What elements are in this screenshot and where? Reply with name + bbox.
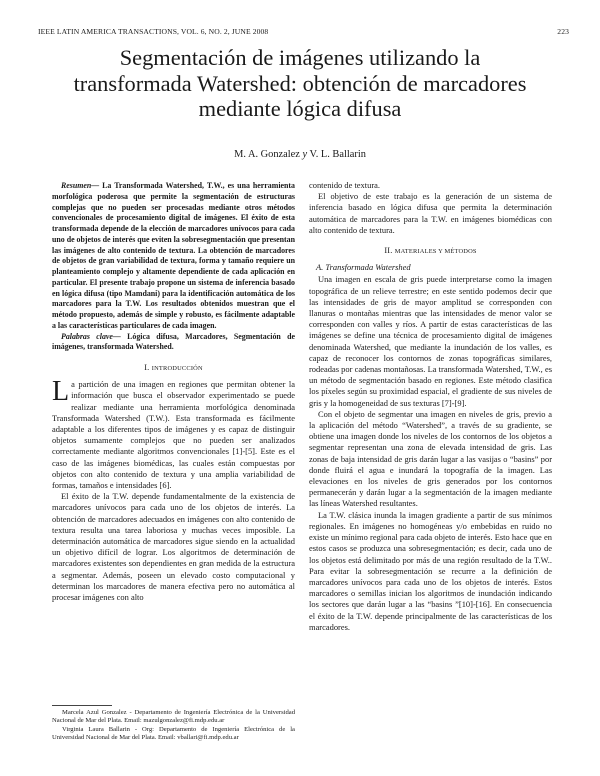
author-1: M. A. Gonzalez [234,149,300,160]
watershed-paragraph-1: Una imagen en escala de gris puede interpretarse como la imagen topográfica de un relieve terrestre; en este sentido podemos decir que las intensidades de gris de mayor amplitud se corresponden con llanuras o montañas mientras que las intensidades de menor valor se corresponden con valles y ríos. A partir de estas características de las imágenes se define una técnica de procesamiento digital de imágenes denominada Watershed, que mediante la inundación de los valles, es capaz de reconocer los contornos de zonas topográficas similares, rodeadas por cadenas montañosas. La transformada Watershed, T.W., es un método de segmentación basado en regiones. Este método clasifica los píxeles según su proximidad espacial, el gradiente de sus niveles de gris y la homogeneidad de sus texturas [7]-[9]. [309,274,552,408]
section-heading-introduction [52,362,295,374]
left-column [52,181,295,603]
watershed-paragraph-2: Con el objeto de segmentar una imagen en niveles de gris, previo a la aplicación del método “Watershed”, a través de su gradiente, se obtiene una imagen donde los niveles de los contornos de los objetos a segmentar representan una zona de elevada intensidad de gris. Las zonas de baja intensidad de gris darán lugar a las vasijas o “basins” por donde fluirá el agua e inundará la topografía de la imagen. Las elevaciones en los niveles de gris generados por los contornos permanecerán y darán lugar a la segmentación de la imagen mediante las líneas Watershed resultantes. [309,408,552,509]
section-title: INTRODUCCIÓN [151,365,203,372]
author-2: V. L. Ballarin [309,149,366,160]
keywords-label: Palabras clave— [61,331,121,341]
page-number: 223 [557,27,569,36]
intro-paragraph-1: La partición de una imagen en regiones que permitan obtener la información que busca el observador experimentado se puede realizar mediante una herramienta morfológica denominada Transformada Watershed (T.W.). Esta transformada es fácilmente adaptable a los diferentes tipos de imágenes y es capaz de distinguir objetos sumamente complejos que no pueden ser analizados correctamente mediante algoritmos convencionales [1]-[5]. Este es el caso de las imágenes biomédicas, las cuales están compuestas por objetos con alto contenido de textura y una amplia variabilidad de formas, tamaños e intensidades [6]. [52,376,295,491]
section-title: MATERIALES Y MÉTODOS [394,248,477,256]
keywords [52,332,295,354]
keywords-text: Lógica difusa, Marcadores, Segmentación de imágenes, transformada Watershed. [52,331,295,352]
intro-paragraph-2: El éxito de la T.W. depende fundamentalmente de la existencia de marcadores unívocos para cada uno de los objetos de interés. La obtención de marcadores adecuados en imágenes con alto contenido de textura resulta una tarea laboriosa y muchas veces imposible. La determinación automática de marcadores sigue siendo en la actualidad un objetivo difícil de lograr. Los algoritmos de determinación de marcadores existentes son dependientes en gran medida de la estructura a segmentar. Además, poseen un elevado costo computacional y determinan los marcadores de manera efectiva pero no automática al procesar imágenes con alto [52,491,295,603]
section-heading-materials [309,245,552,257]
intro-continuation: contenido de textura. [309,180,380,190]
footnote-author-1: Marcela Azul Gonzalez - Departamento de Ingeniería Electrónica de la Universidad Nacional de Mar del Plata. Email: mazulgonzalez@fi.mdp.edu.ar [52,709,295,725]
drop-cap: L [52,376,70,408]
right-column [309,180,552,633]
abstract-label: Resumen— [61,181,100,190]
abstract-text: La Transformada Watershed, T.W., es una herramienta morfológica poderosa que permite la segmentación de estructuras complejas que no pueden ser procesadas mediante otros métodos convencionales de procesamiento digital de imágenes. El éxito de esta transformada depende de la elección de marcadores unívocos para cada uno de objetos de interés que eviten la sobresegmentación que presentan las imágenes de alto contenido de textura. La obtención de marcadores de objetos de gran variabilidad de textura, forma y tamaño requiere un planteamiento complejo y altamente dependiente de cada aplicación en particular. El presente trabajo propone un sistema de inferencia basado en lógica difusa (tipo Mamdani) para la identificación automática de los marcadores para la T.W. Los resultados obtenidos muestran que el método propuesto, además de simple y robusto, es fácilmente adaptable a las características particulares de cada imagen. [52,181,295,330]
watershed-paragraph-3: La T.W. clásica inunda la imagen gradiente a partir de sus mínimos regionales. En imágenes no homogéneas y/o embebidas en ruido no existe un mínimo regional para cada objeto de interés. Esto hace que en estos casos se produzca una sobresegmentación; es decir, cada uno de los objetos está delimitado por más de una región resultado de la T.W.. Para evitar la sobresegmentación se recurre a la definición de marcadores unívocos para cada uno de los objetos de interés. Estos marcadores o semillas inician los algoritmos de inundación indicando los sectores que darán lugar a las “basins ”[10]-[16]. En consecuencia el éxito de la T.W. depende principalmente de las características de los marcadores. [309,509,552,632]
paper-title: Segmentación de imágenes utilizando la transformada Watershed: obtención de marcadores mediante lógica difusa [73,45,527,121]
journal-name: IEEE LATIN AMERICA TRANSACTIONS, VOL. 6, NO. 2, JUNE 2008 [38,27,269,36]
objective-paragraph: El objetivo de este trabajo es la generación de un sistema de inferencia basado en lógica difusa que permita la determinación automática de marcadores para la T.W. en imágenes biomédicas con alto contenido de textura. [309,191,552,235]
subsection-heading: A. Transformada Watershed [316,262,411,273]
author-conjunction: y [302,149,308,160]
author-line [0,149,600,160]
footnote [52,709,295,743]
running-header [38,27,569,39]
footnote-rule [52,705,112,706]
section-number: I. [144,363,150,372]
section-number: II. [384,246,393,256]
abstract [52,181,295,332]
footnote-author-2: Virginia Laura Ballarin - Org: Departamento de Ingeniería Electrónica de la Universidad Nacional de Mar del Plata. Email: vballari@fi.mdp.edu.ar [52,725,295,742]
